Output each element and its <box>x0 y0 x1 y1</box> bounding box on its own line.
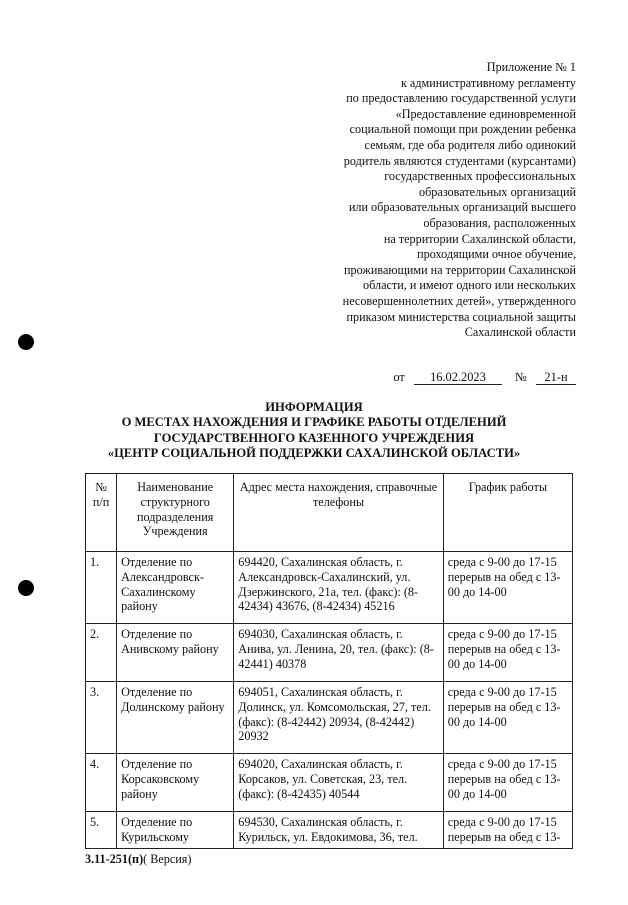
order-number: 21-н <box>536 370 576 385</box>
table-header-row <box>86 474 573 552</box>
appendix-line: родитель являются студентами (курсантами) <box>343 153 576 168</box>
appendix-line: «Предоставление единовременной <box>395 106 576 121</box>
table-row <box>86 624 573 682</box>
row-number: 3. <box>86 682 117 754</box>
row-address: 694530, Сахалинская область, г. Курильск, ул. Евдокимова, 36, тел. <box>234 812 443 849</box>
row-schedule: среда с 9-00 до 17-15 перерыв на обед с 13-00 до 14-00 <box>443 552 572 624</box>
order-number-label: № <box>515 370 527 384</box>
title-line: ГОСУДАРСТВЕННОГО КАЗЕННОГО УЧРЕЖДЕНИЯ <box>153 430 475 445</box>
appendix-line: приказом министерства социальной защиты <box>346 309 576 324</box>
punch-hole-mark <box>18 580 34 596</box>
row-number: 5. <box>86 812 117 849</box>
appendix-line: к административному регламенту <box>400 75 576 90</box>
table-row <box>86 552 573 624</box>
punch-hole-mark <box>18 334 34 350</box>
header-number: № п/п <box>86 474 117 552</box>
row-name: Отделение по Курильскому <box>117 812 234 849</box>
appendix-line: проходящими очное обучение, <box>417 247 576 262</box>
appendix-line: Сахалинской области <box>464 325 576 340</box>
appendix-line: по предоставлению государственной услуги <box>346 91 576 106</box>
order-from-label: от <box>393 370 405 384</box>
table-row <box>86 812 573 849</box>
title-line: ИНФОРМАЦИЯ <box>265 400 363 414</box>
departments-table <box>85 473 573 849</box>
appendix-line: семьям, где оба родителя либо одинокий <box>364 137 576 152</box>
document-title <box>0 400 628 462</box>
order-reference <box>393 370 576 385</box>
appendix-line: несовершеннолетних детей», утвержденного <box>342 293 576 308</box>
row-address: 694020, Сахалинская область, г. Корсаков, ул. Советская, 23, тел. (факс): (8-42435) 40544 <box>234 754 443 812</box>
row-name: Отделение по Долинскому району <box>117 682 234 754</box>
table-row <box>86 754 573 812</box>
appendix-line: образовательных организаций <box>419 184 576 199</box>
row-number: 4. <box>86 754 117 812</box>
row-address: 694420, Сахалинская область, г. Александровск-Сахалинский, ул. Дзержинского, 21а, тел. (факс): (8-42434) 43676, (8-42434) 45216 <box>234 552 443 624</box>
appendix-line: государственных профессиональных <box>384 169 576 184</box>
header-name: Наименование структурного подразделения Учреждения <box>117 474 234 552</box>
appendix-line: или образовательных организаций высшего <box>348 200 576 215</box>
row-schedule: среда с 9-00 до 17-15 перерыв на обед с 13-00 до 14-00 <box>443 754 572 812</box>
row-number: 1. <box>86 552 117 624</box>
title-line: О МЕСТАХ НАХОЖДЕНИЯ И ГРАФИКЕ РАБОТЫ ОТДЕЛЕНИЙ <box>121 415 507 430</box>
appendix-line: области, и имеют одного или нескольких <box>363 278 576 293</box>
appendix-line: Приложение № 1 <box>486 60 576 74</box>
header-schedule: График работы <box>443 474 572 552</box>
appendix-line: социальной помощи при рождении ребенка <box>349 122 576 137</box>
row-schedule: среда с 9-00 до 17-15 перерыв на обед с 13-00 до 14-00 <box>443 624 572 682</box>
appendix-line: проживающими на территории Сахалинской <box>344 262 576 277</box>
row-number: 2. <box>86 624 117 682</box>
document-version: ( Версия) <box>143 852 192 866</box>
row-name: Отделение по Корсаковскому району <box>117 754 234 812</box>
order-date: 16.02.2023 <box>414 370 502 385</box>
header-address: Адрес места нахождения, справочные телефоны <box>234 474 443 552</box>
row-address: 694030, Сахалинская область, г. Анива, ул. Ленина, 20, тел. (факс): (8-42441) 40378 <box>234 624 443 682</box>
row-name: Отделение по Анивскому району <box>117 624 234 682</box>
appendix-line: образования, расположенных <box>423 215 576 230</box>
appendix-line: на территории Сахалинской области, <box>383 231 576 246</box>
row-address: 694051, Сахалинская область, г. Долинск, ул. Комсомольская, 27, тел. (факс): (8-42442) 20934, (8-42442) 20932 <box>234 682 443 754</box>
title-line: «ЦЕНТР СОЦИАЛЬНОЙ ПОДДЕРЖКИ САХАЛИНСКОЙ ОБЛАСТИ» <box>107 446 521 461</box>
document-footer <box>85 852 191 867</box>
table-row <box>86 682 573 754</box>
document-code: 3.11-251(п) <box>85 852 144 866</box>
row-schedule: среда с 9-00 до 17-15 перерыв на обед с 13-00 до 14-00 <box>443 682 572 754</box>
appendix-header <box>276 60 576 341</box>
row-schedule: среда с 9-00 до 17-15 перерыв на обед с 13- <box>443 812 572 849</box>
row-name: Отделение по Александровск-Сахалинскому району <box>117 552 234 624</box>
